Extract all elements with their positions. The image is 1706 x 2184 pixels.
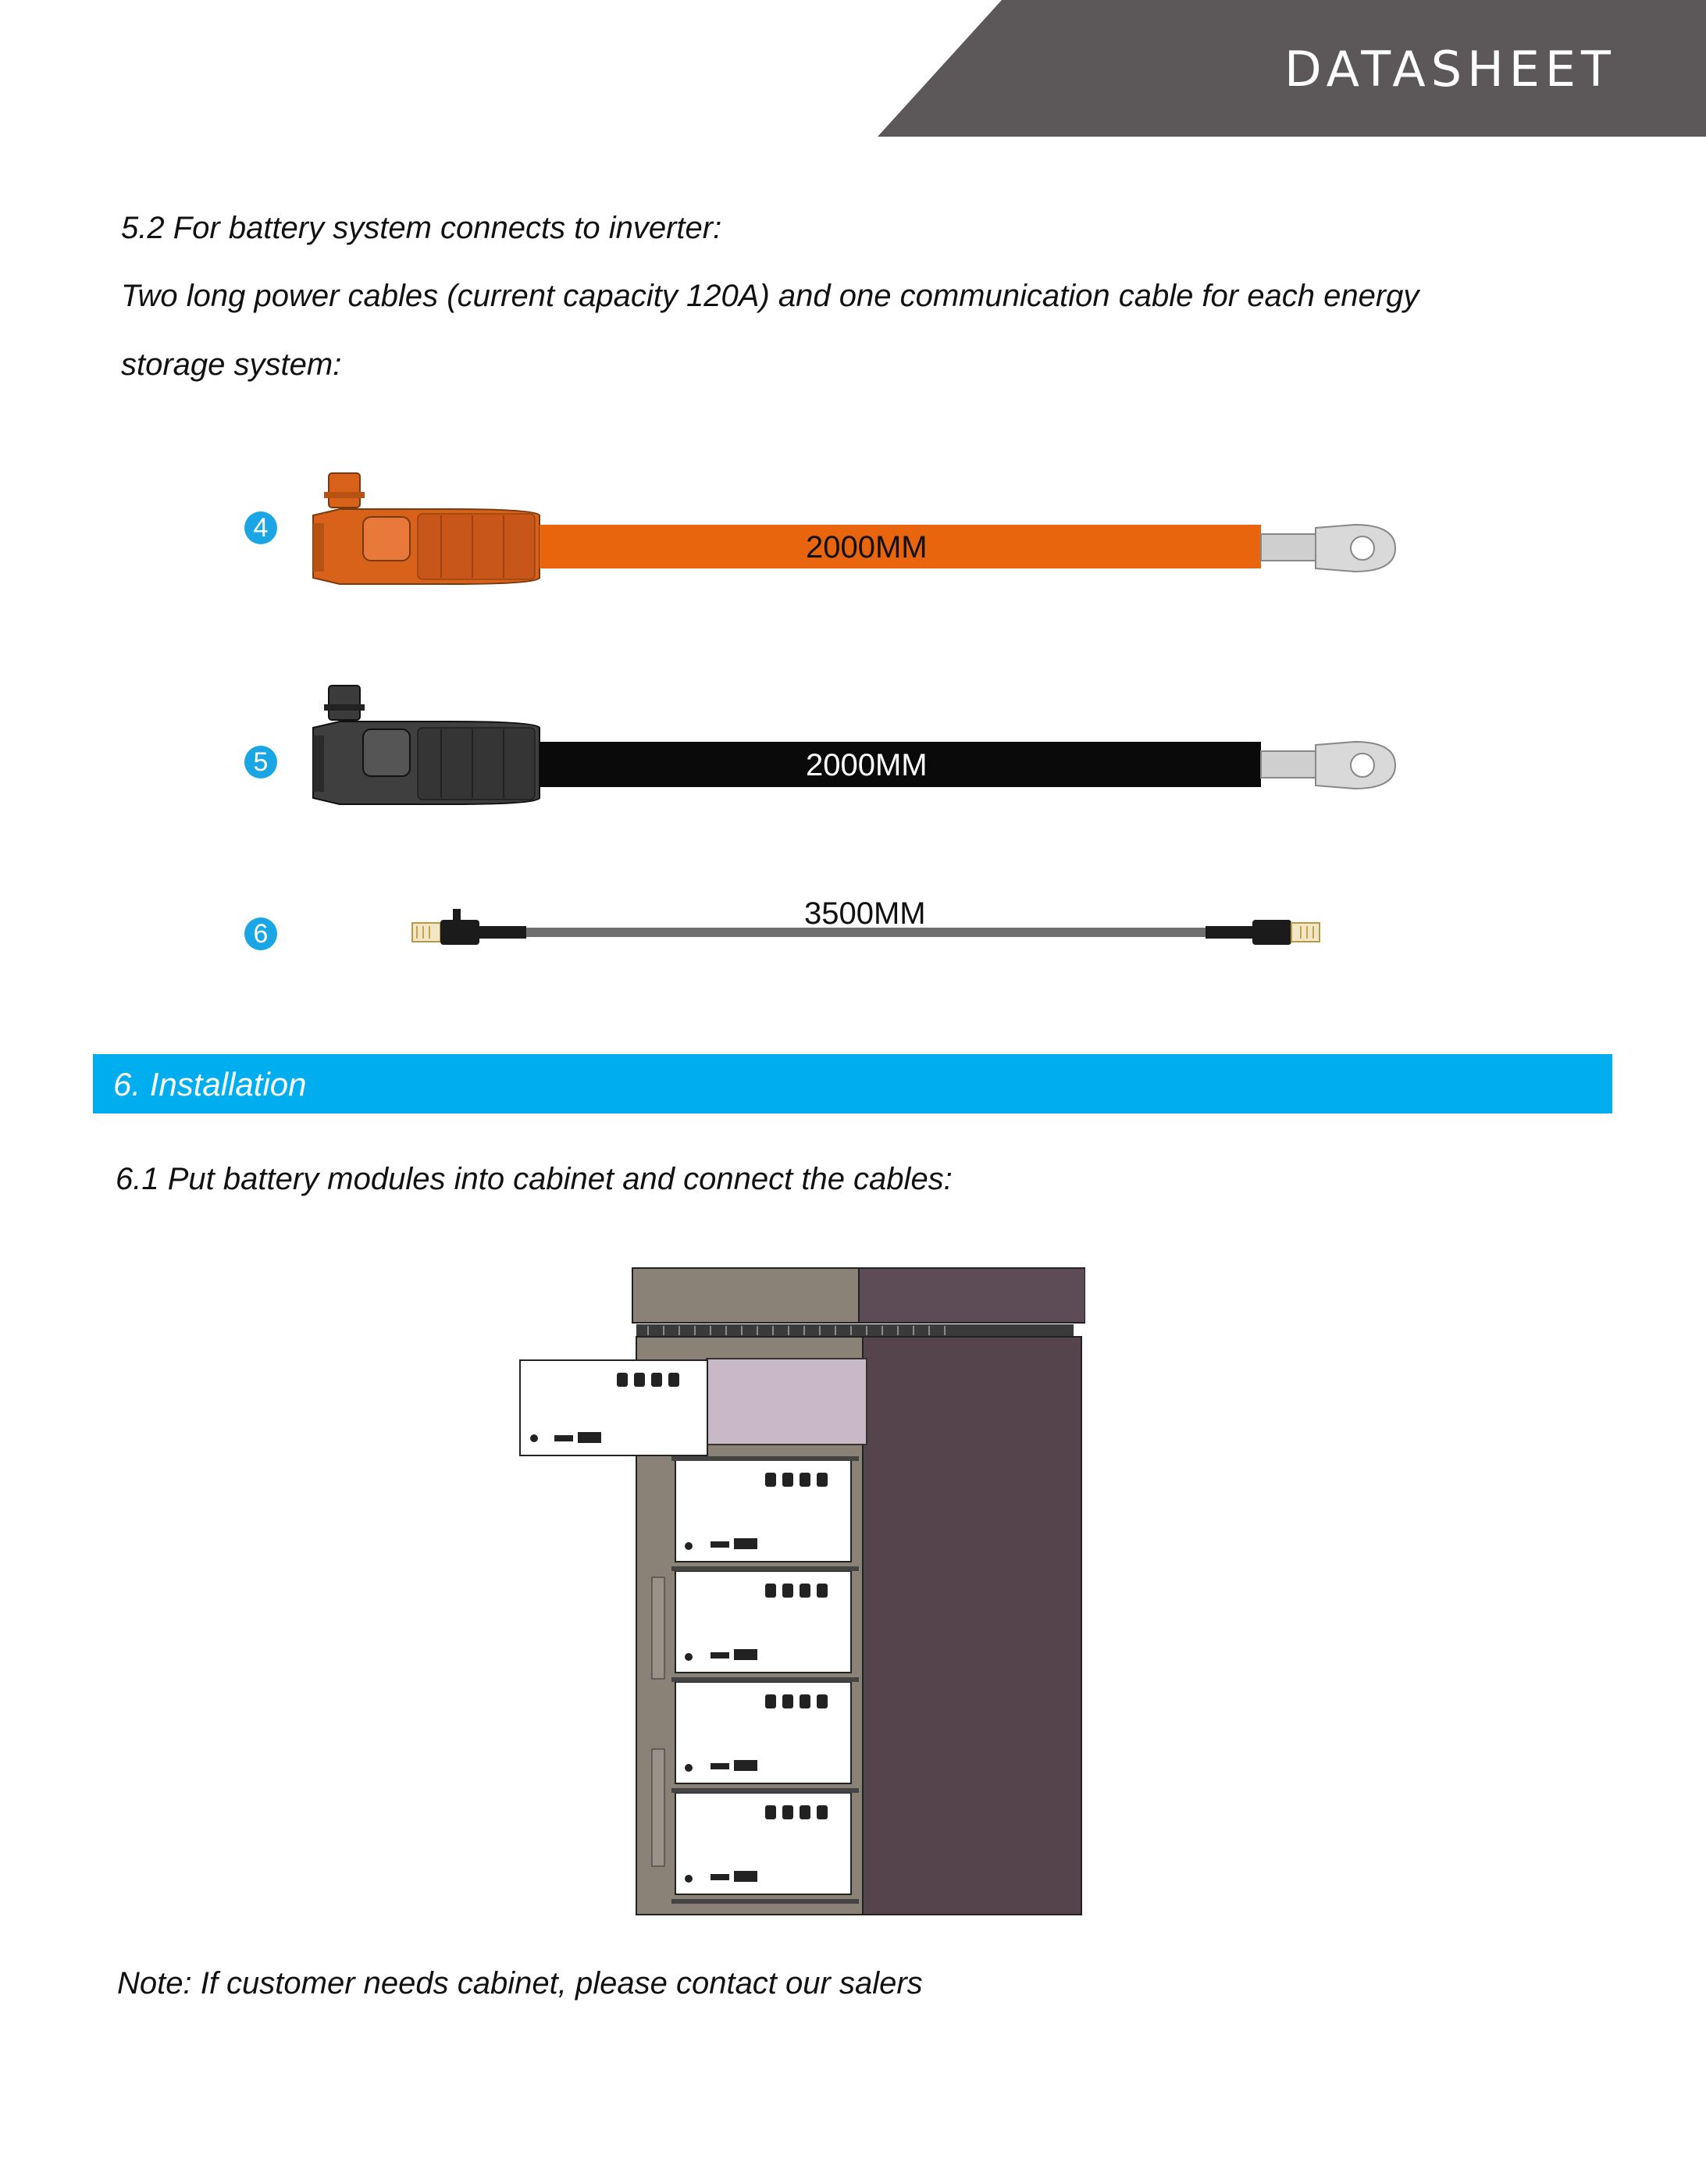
section-6-1-heading: 6.1 Put battery modules into cabinet and connect the cables: — [116, 1162, 953, 1196]
section-5-2-heading: 5.2 For battery system connects to inverter: — [121, 211, 722, 245]
cable-badge-6: 6 — [244, 917, 277, 950]
header-band — [0, 0, 1706, 137]
section-installation-bar — [93, 1054, 1612, 1113]
cable-length-label-5: 2000MM — [806, 748, 928, 782]
section-installation-title: 6. Installation — [113, 1066, 307, 1103]
battery-cabinet-illustration — [515, 1265, 1085, 1921]
cable-length-label-4: 2000MM — [806, 530, 928, 565]
black-power-cable — [308, 681, 1401, 806]
cabinet-note: Note: If customer needs cabinet, please contact our salers — [117, 1966, 923, 2001]
document-title: DATASHEET — [1284, 41, 1616, 98]
black-cable-illustration — [308, 681, 1401, 806]
cable-badge-4: 4 — [244, 511, 277, 544]
cable-badge-5: 5 — [244, 746, 277, 778]
section-5-2-line2: storage system: — [121, 347, 342, 382]
cable-length-label-6: 3500MM — [804, 896, 926, 931]
section-5-2-line1: Two long power cables (current capacity 120A) and one communication cable for each energy — [121, 279, 1419, 313]
cabinet-drawing — [515, 1265, 1085, 1921]
